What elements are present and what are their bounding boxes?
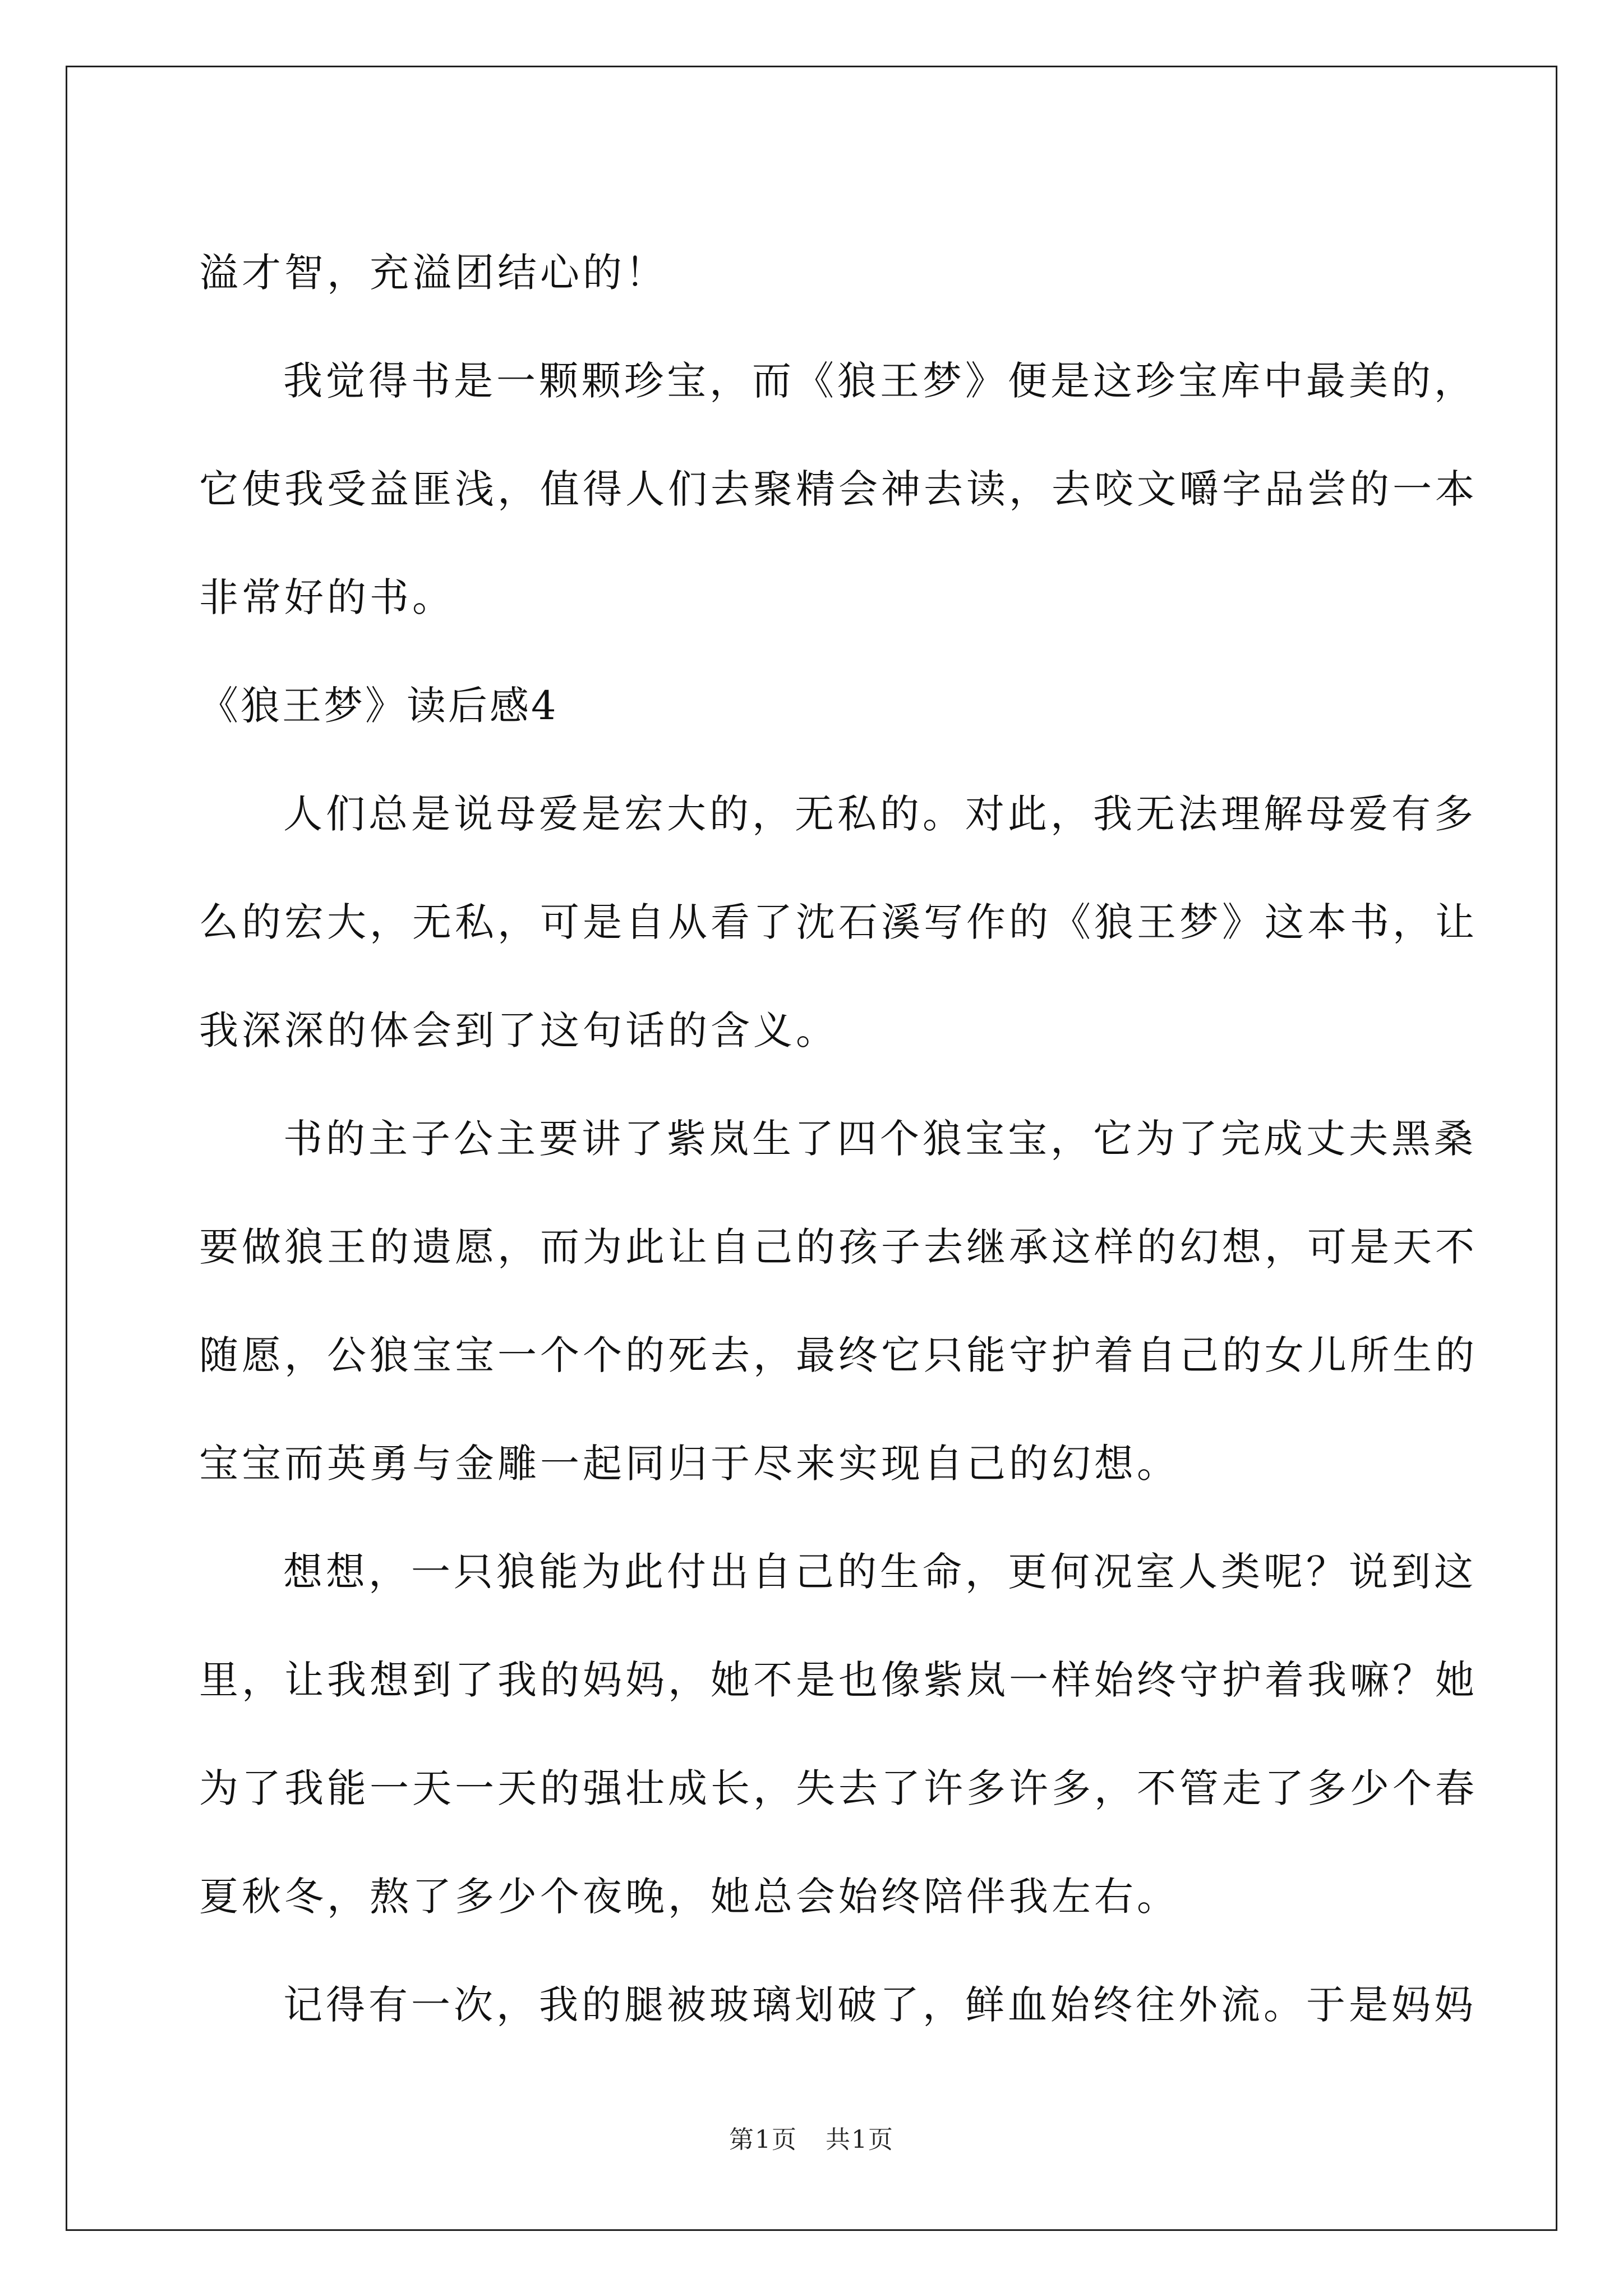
text-line: 溢才智，充溢团结心的！ (199, 250, 668, 296)
text-line: 么的宏大，无私，可是自从看了沈石溪写作的《狼王梦》这本书，让 (199, 899, 1478, 945)
text-line: 里，让我想到了我的妈妈，她不是也像紫岚一样始终守护着我嘛？她 (199, 1657, 1478, 1703)
text-line: 人们总是说母爱是宏大的，无私的。对此，我无法理解母爱有多 (283, 791, 1477, 837)
text-line: 记得有一次，我的腿被玻璃划破了，鲜血始终往外流。于是妈妈 (283, 1982, 1477, 2028)
text-line: 想想，一只狼能为此付出自己的生命，更何况室人类呢？说到这 (283, 1549, 1477, 1595)
text-line: 宝宝而英勇与金雕一起同归于尽来实现自己的幻想。 (199, 1441, 1179, 1487)
page-footer (0, 2119, 1623, 2155)
page-number: 第1页 (729, 2125, 797, 2154)
text-line: 夏秋冬，熬了多少个夜晚，她总会始终陪伴我左右。 (199, 1874, 1179, 1920)
text-line: 非常好的书。 (199, 574, 455, 620)
text-line: 它使我受益匪浅，值得人们去聚精会神去读，去咬文嚼字品尝的一本 (199, 466, 1478, 512)
page-total: 共1页 (826, 2125, 894, 2154)
section-heading: 《狼王梦》读后感4 (199, 683, 559, 729)
text-line: 为了我能一天一天的强壮成长，失去了许多许多，不管走了多少个春 (199, 1765, 1478, 1811)
text-line: 随愿，公狼宝宝一个个的死去，最终它只能守护着自己的女儿所生的 (199, 1332, 1478, 1378)
text-line: 我深深的体会到了这句话的含义。 (199, 1007, 838, 1053)
text-line: 我觉得书是一颗颗珍宝，而《狼王梦》便是这珍宝库中最美的， (283, 358, 1477, 404)
text-line: 要做狼王的遗愿，而为此让自己的孩子去继承这样的幻想，可是天不 (199, 1224, 1478, 1270)
text-line: 书的主子公主要讲了紫岚生了四个狼宝宝，它为了完成丈夫黑桑 (283, 1116, 1477, 1162)
document-body (199, 219, 1478, 2059)
